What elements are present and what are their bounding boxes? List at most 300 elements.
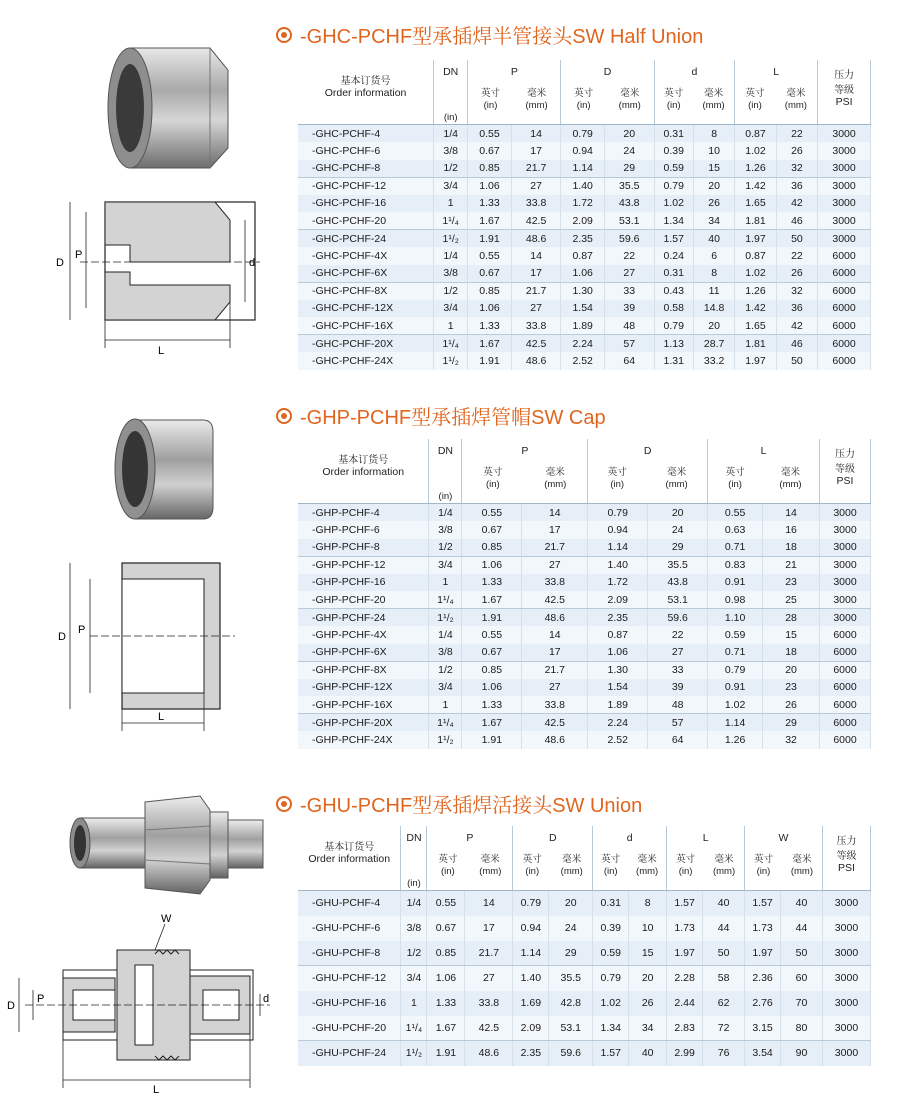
order-number-cell: -GHP-PCHF-20X — [298, 714, 429, 732]
table-cell: 59.6 — [549, 1041, 593, 1066]
table-cell: 1.54 — [561, 300, 604, 318]
header-D: D 英寸 (in) 毫米 (mm) — [561, 60, 654, 125]
table-cell: 1/4 — [434, 125, 468, 143]
table-cell: 0.39 — [593, 916, 629, 941]
section-title-text: -GHC-PCHF型承插焊半管接头SW Half Union — [300, 26, 704, 48]
table-cell: 17 — [511, 265, 561, 283]
table-cell: 0.39 — [654, 142, 693, 160]
table-cell: 1.14 — [513, 941, 549, 966]
table-cell: 18 — [763, 644, 820, 662]
order-number-cell: -GHP-PCHF-16X — [298, 696, 429, 714]
table-cell: 1.69 — [513, 991, 549, 1016]
table-cell: 90 — [781, 1041, 823, 1066]
table-cell: 3/4 — [401, 966, 427, 991]
cap-table — [298, 439, 871, 749]
header-W: W 英寸 (in) 毫米 (mm) — [745, 826, 823, 891]
section-title-union — [276, 789, 642, 818]
table-cell: 3000 — [820, 574, 871, 592]
table-cell: 2.44 — [667, 991, 703, 1016]
table-cell: 29 — [549, 941, 593, 966]
dim-label-d: d — [263, 993, 270, 1005]
table-cell: 1.10 — [708, 609, 763, 627]
table-cell: 6000 — [818, 300, 871, 318]
table-cell: 3000 — [818, 212, 871, 230]
table-cell: 29 — [604, 160, 654, 178]
table-cell: 60 — [781, 966, 823, 991]
table-cell: 21.7 — [511, 282, 561, 300]
table-cell: 17 — [465, 916, 513, 941]
table-row — [298, 696, 871, 714]
table-cell: 1.06 — [427, 966, 465, 991]
table-cell: 1.81 — [735, 335, 776, 353]
table-cell: 1.33 — [462, 696, 522, 714]
table-cell: 11 — [693, 282, 734, 300]
table-cell: 10 — [629, 916, 667, 941]
dim-label-D: D — [56, 257, 64, 269]
dim-label-L: L — [158, 711, 165, 723]
table-row — [298, 317, 871, 335]
table-cell: 1.02 — [735, 142, 776, 160]
table-cell: 0.91 — [708, 574, 763, 592]
table-cell: 2.35 — [588, 609, 648, 627]
table-cell: 0.55 — [468, 125, 511, 143]
table-cell: 3000 — [818, 160, 871, 178]
table-cell: 0.85 — [468, 282, 511, 300]
table-cell: 2.09 — [561, 212, 604, 230]
table-cell: 8 — [693, 125, 734, 143]
table-cell: 0.85 — [462, 539, 522, 557]
table-cell: 6000 — [818, 317, 871, 335]
header-L: L 英寸 (in) 毫米 (mm) — [708, 439, 820, 504]
table-cell: 21.7 — [522, 539, 588, 557]
table-cell: 6000 — [818, 282, 871, 300]
table-cell: 1/4 — [429, 504, 462, 522]
table-cell: 16 — [763, 521, 820, 539]
table-cell: 6000 — [820, 626, 871, 644]
table-cell: 40 — [693, 230, 734, 248]
table-cell: 0.79 — [588, 504, 648, 522]
table-cell: 1.54 — [588, 679, 648, 697]
table-cell: 20 — [604, 125, 654, 143]
table-cell: 42.5 — [522, 591, 588, 609]
table-cell: 2.76 — [745, 991, 781, 1016]
table-cell: 33.8 — [511, 317, 561, 335]
table-cell: 17 — [522, 644, 588, 662]
header-L: L 英寸 (in) 毫米 (mm) — [667, 826, 745, 891]
table-cell: 1.67 — [468, 212, 511, 230]
table-cell: 1 — [401, 991, 427, 1016]
table-cell: 3.54 — [745, 1041, 781, 1066]
table-cell: 3.15 — [745, 1016, 781, 1041]
table-cell: 42.5 — [511, 335, 561, 353]
table-cell: 1.91 — [468, 352, 511, 370]
dim-label-L: L — [158, 345, 165, 357]
table-cell: 34 — [629, 1016, 667, 1041]
table-cell: 20 — [648, 504, 708, 522]
table-cell: 23 — [763, 679, 820, 697]
table-cell: 26 — [776, 265, 817, 283]
table-row — [298, 556, 871, 574]
table-cell: 0.87 — [588, 626, 648, 644]
table-cell: 1.42 — [735, 300, 776, 318]
table-cell: 3000 — [820, 591, 871, 609]
table-cell: 48.6 — [522, 731, 588, 749]
table-cell: 26 — [763, 696, 820, 714]
order-number-cell: -GHP-PCHF-6X — [298, 644, 429, 662]
table-row — [298, 1016, 871, 1041]
table-cell: 17 — [522, 521, 588, 539]
table-cell: 1 — [434, 317, 468, 335]
table-cell: 1/2 — [429, 661, 462, 679]
header-D: D 英寸 (in) 毫米 (mm) — [513, 826, 593, 891]
table-row — [298, 626, 871, 644]
table-row — [298, 265, 871, 283]
table-cell: 14 — [522, 504, 588, 522]
table-cell: 1.14 — [561, 160, 604, 178]
table-cell: 3000 — [822, 966, 870, 991]
table-cell: 2.24 — [588, 714, 648, 732]
order-number-cell: -GHP-PCHF-24 — [298, 609, 429, 627]
table-cell: 14 — [511, 125, 561, 143]
table-cell: 44 — [703, 916, 745, 941]
table-cell: 0.79 — [708, 661, 763, 679]
table-cell: 1.34 — [654, 212, 693, 230]
table-cell: 2.52 — [561, 352, 604, 370]
dim-label-P: P — [78, 624, 86, 636]
table-row — [298, 125, 871, 143]
table-cell: 3000 — [818, 230, 871, 248]
table-cell: 29 — [648, 539, 708, 557]
table-cell: 50 — [776, 352, 817, 370]
table-cell: 3/4 — [429, 679, 462, 697]
table-cell: 43.8 — [604, 195, 654, 213]
table-cell: 1.06 — [561, 265, 604, 283]
table-cell: 40 — [703, 891, 745, 916]
table-cell: 32 — [776, 160, 817, 178]
order-number-cell: -GHP-PCHF-6 — [298, 521, 429, 539]
table-row — [298, 679, 871, 697]
table-cell: 1.33 — [468, 195, 511, 213]
table-cell: 20 — [549, 891, 593, 916]
table-cell: 48.6 — [465, 1041, 513, 1066]
dim-label-P: P — [75, 249, 83, 261]
order-number-cell: -GHU-PCHF-4 — [298, 891, 401, 916]
table-cell: 0.94 — [588, 521, 648, 539]
table-cell: 0.63 — [708, 521, 763, 539]
table-cell: 6000 — [820, 661, 871, 679]
table-cell: 3000 — [822, 941, 870, 966]
table-cell: 50 — [703, 941, 745, 966]
table-cell: 1.91 — [462, 731, 522, 749]
table-cell: 0.67 — [427, 916, 465, 941]
table-cell: 1.30 — [588, 661, 648, 679]
table-cell: 2.24 — [561, 335, 604, 353]
table-cell: 42.8 — [549, 991, 593, 1016]
table-cell: 33 — [648, 661, 708, 679]
table-cell: 1/2 — [434, 160, 468, 178]
table-cell: 0.79 — [561, 125, 604, 143]
table-row — [298, 212, 871, 230]
table-row — [298, 591, 871, 609]
table-cell: 0.59 — [708, 626, 763, 644]
table-cell: 22 — [776, 125, 817, 143]
table-cell: 48.6 — [522, 609, 588, 627]
table-cell: 6000 — [820, 714, 871, 732]
table-cell: 1/2 — [429, 539, 462, 557]
order-number-cell: -GHU-PCHF-6 — [298, 916, 401, 941]
bullet-icon — [276, 27, 292, 43]
table-cell: 3000 — [818, 125, 871, 143]
section-title-text: -GHU-PCHF型承插焊活接头SW Union — [300, 795, 643, 817]
table-cell: 39 — [648, 679, 708, 697]
table-cell: 3/4 — [434, 177, 468, 195]
union-rows — [298, 891, 871, 1066]
table-cell: 26 — [693, 195, 734, 213]
table-cell: 39 — [604, 300, 654, 318]
table-cell: 64 — [648, 731, 708, 749]
table-cell: 6000 — [820, 679, 871, 697]
table-cell: 27 — [522, 556, 588, 574]
table-cell: 1/4 — [401, 891, 427, 916]
table-cell: 1 — [429, 574, 462, 592]
table-cell: 0.31 — [654, 265, 693, 283]
table-cell: 59.6 — [604, 230, 654, 248]
order-number-cell: -GHC-PCHF-6 — [298, 142, 434, 160]
table-cell: 3000 — [820, 539, 871, 557]
dim-label-W: W — [161, 913, 172, 925]
table-cell: 22 — [776, 247, 817, 265]
table-cell: 14 — [511, 247, 561, 265]
half-union-photo — [100, 40, 250, 175]
union-drawing — [5, 910, 280, 1095]
header-D: D 英寸 (in) 毫米 (mm) — [588, 439, 708, 504]
table-row — [298, 504, 871, 522]
table-cell: 0.67 — [468, 142, 511, 160]
table-cell: 32 — [776, 282, 817, 300]
order-number-cell: -GHP-PCHF-8X — [298, 661, 429, 679]
header-P: P 英寸 (in) 毫米 (mm) — [462, 439, 588, 504]
order-number-cell: -GHP-PCHF-8 — [298, 539, 429, 557]
cap-drawing — [50, 555, 240, 740]
table-cell: 58 — [703, 966, 745, 991]
table-cell: 2.09 — [588, 591, 648, 609]
table-cell: 24 — [604, 142, 654, 160]
table-cell: 23 — [763, 574, 820, 592]
table-row — [298, 195, 871, 213]
table-cell: 22 — [648, 626, 708, 644]
table-cell: 50 — [776, 230, 817, 248]
table-cell: 1.57 — [667, 891, 703, 916]
table-cell: 1.06 — [468, 177, 511, 195]
order-number-cell: -GHC-PCHF-6X — [298, 265, 434, 283]
table-cell: 27 — [604, 265, 654, 283]
table-cell: 27 — [648, 644, 708, 662]
table-cell: 1.65 — [735, 195, 776, 213]
table-cell: 32 — [763, 731, 820, 749]
table-cell: 1.06 — [588, 644, 648, 662]
table-cell: 0.59 — [654, 160, 693, 178]
order-number-cell: -GHC-PCHF-8 — [298, 160, 434, 178]
table-cell: 33.8 — [465, 991, 513, 1016]
table-cell: 3/4 — [434, 300, 468, 318]
table-cell: 28 — [763, 609, 820, 627]
header-d: d 英寸 (in) 毫米 (mm) — [654, 60, 735, 125]
table-cell: 25 — [763, 591, 820, 609]
table-cell: 3/4 — [429, 556, 462, 574]
table-cell: 21.7 — [511, 160, 561, 178]
table-cell: 0.67 — [462, 644, 522, 662]
table-row — [298, 644, 871, 662]
table-cell: 27 — [465, 966, 513, 991]
table-cell: 1.13 — [654, 335, 693, 353]
table-cell: 3000 — [818, 177, 871, 195]
order-number-cell: -GHU-PCHF-8 — [298, 941, 401, 966]
table-cell: 1¹/₂ — [434, 352, 468, 370]
order-number-cell: -GHC-PCHF-24 — [298, 230, 434, 248]
table-cell: 1.65 — [735, 317, 776, 335]
table-cell: 57 — [604, 335, 654, 353]
table-cell: 1.73 — [667, 916, 703, 941]
header-P: P 英寸 (in) 毫米 (mm) — [427, 826, 513, 891]
table-cell: 3000 — [820, 504, 871, 522]
table-cell: 0.94 — [513, 916, 549, 941]
table-cell: 1/4 — [434, 247, 468, 265]
dim-label-P: P — [37, 993, 45, 1005]
table-row — [298, 661, 871, 679]
table-cell: 0.31 — [654, 125, 693, 143]
table-cell: 1.33 — [462, 574, 522, 592]
table-cell: 0.79 — [654, 317, 693, 335]
half-union-rows — [298, 125, 871, 370]
table-cell: 6000 — [818, 265, 871, 283]
table-cell: 0.98 — [708, 591, 763, 609]
table-cell: 0.83 — [708, 556, 763, 574]
table-cell: 53.1 — [604, 212, 654, 230]
table-row — [298, 731, 871, 749]
table-cell: 42.5 — [465, 1016, 513, 1041]
table-row — [298, 142, 871, 160]
table-cell: 1.73 — [745, 916, 781, 941]
table-cell: 0.71 — [708, 539, 763, 557]
table-cell: 1¹/₄ — [401, 1016, 427, 1041]
table-cell: 0.85 — [427, 941, 465, 966]
table-cell: 1.89 — [588, 696, 648, 714]
table-cell: 35.5 — [648, 556, 708, 574]
table-row — [298, 714, 871, 732]
table-cell: 1 — [434, 195, 468, 213]
header-L: L 英寸 (in) 毫米 (mm) — [735, 60, 818, 125]
section-title-half-union — [276, 20, 703, 49]
table-cell: 1.30 — [561, 282, 604, 300]
table-cell: 1.40 — [561, 177, 604, 195]
table-cell: 1.72 — [561, 195, 604, 213]
dim-label-d: d — [249, 257, 256, 269]
table-row — [298, 574, 871, 592]
table-cell: 6000 — [818, 335, 871, 353]
order-number-cell: -GHP-PCHF-12X — [298, 679, 429, 697]
table-cell: 33.2 — [693, 352, 734, 370]
order-number-cell: -GHP-PCHF-20 — [298, 591, 429, 609]
order-number-cell: -GHC-PCHF-12X — [298, 300, 434, 318]
table-cell: 36 — [776, 300, 817, 318]
table-cell: 6000 — [820, 696, 871, 714]
table-cell: 3000 — [818, 142, 871, 160]
table-cell: 17 — [511, 142, 561, 160]
table-cell: 26 — [629, 991, 667, 1016]
table-cell: 48.6 — [511, 230, 561, 248]
table-cell: 44 — [781, 916, 823, 941]
order-number-cell: -GHP-PCHF-16 — [298, 574, 429, 592]
table-cell: 15 — [763, 626, 820, 644]
table-cell: 72 — [703, 1016, 745, 1041]
order-number-cell: -GHC-PCHF-16 — [298, 195, 434, 213]
table-cell: 1/2 — [434, 282, 468, 300]
header-order: 基本订货号 Order information — [298, 60, 434, 125]
order-number-cell: -GHC-PCHF-16X — [298, 317, 434, 335]
order-number-cell: -GHP-PCHF-4X — [298, 626, 429, 644]
table-cell: 43.8 — [648, 574, 708, 592]
table-cell: 15 — [629, 941, 667, 966]
table-cell: 0.55 — [468, 247, 511, 265]
table-cell: 1¹/₂ — [434, 230, 468, 248]
table-cell: 27 — [511, 300, 561, 318]
table-cell: 1.02 — [735, 265, 776, 283]
table-row — [298, 991, 871, 1016]
table-cell: 0.79 — [513, 891, 549, 916]
table-cell: 1.26 — [708, 731, 763, 749]
table-cell: 2.35 — [513, 1041, 549, 1066]
table-cell: 28.7 — [693, 335, 734, 353]
dim-label-D: D — [7, 1000, 15, 1012]
table-cell: 42 — [776, 317, 817, 335]
table-cell: 1.14 — [708, 714, 763, 732]
table-cell: 1.40 — [513, 966, 549, 991]
table-cell: 1.33 — [468, 317, 511, 335]
table-cell: 64 — [604, 352, 654, 370]
table-cell: 8 — [629, 891, 667, 916]
table-row — [298, 521, 871, 539]
table-cell: 46 — [776, 335, 817, 353]
table-cell: 1.91 — [462, 609, 522, 627]
table-cell: 1.02 — [654, 195, 693, 213]
table-cell: 0.24 — [654, 247, 693, 265]
table-cell: 21 — [763, 556, 820, 574]
table-cell: 1.06 — [462, 679, 522, 697]
table-cell: 14.8 — [693, 300, 734, 318]
table-cell: 1.14 — [588, 539, 648, 557]
table-row — [298, 941, 871, 966]
table-cell: 2.35 — [561, 230, 604, 248]
order-number-cell: -GHU-PCHF-12 — [298, 966, 401, 991]
table-cell: 76 — [703, 1041, 745, 1066]
table-cell: 48 — [604, 317, 654, 335]
table-cell: 27 — [522, 679, 588, 697]
order-number-cell: -GHC-PCHF-4 — [298, 125, 434, 143]
table-cell: 14 — [522, 626, 588, 644]
table-cell: 34 — [693, 212, 734, 230]
table-cell: 2.52 — [588, 731, 648, 749]
table-cell: 1.91 — [468, 230, 511, 248]
table-cell: 42 — [776, 195, 817, 213]
table-cell: 0.59 — [593, 941, 629, 966]
table-cell: 0.87 — [735, 247, 776, 265]
table-cell: 1¹/₂ — [401, 1041, 427, 1066]
table-cell: 1.67 — [468, 335, 511, 353]
table-cell: 26 — [776, 142, 817, 160]
table-cell: 35.5 — [604, 177, 654, 195]
table-cell: 53.1 — [549, 1016, 593, 1041]
table-cell: 0.79 — [593, 966, 629, 991]
